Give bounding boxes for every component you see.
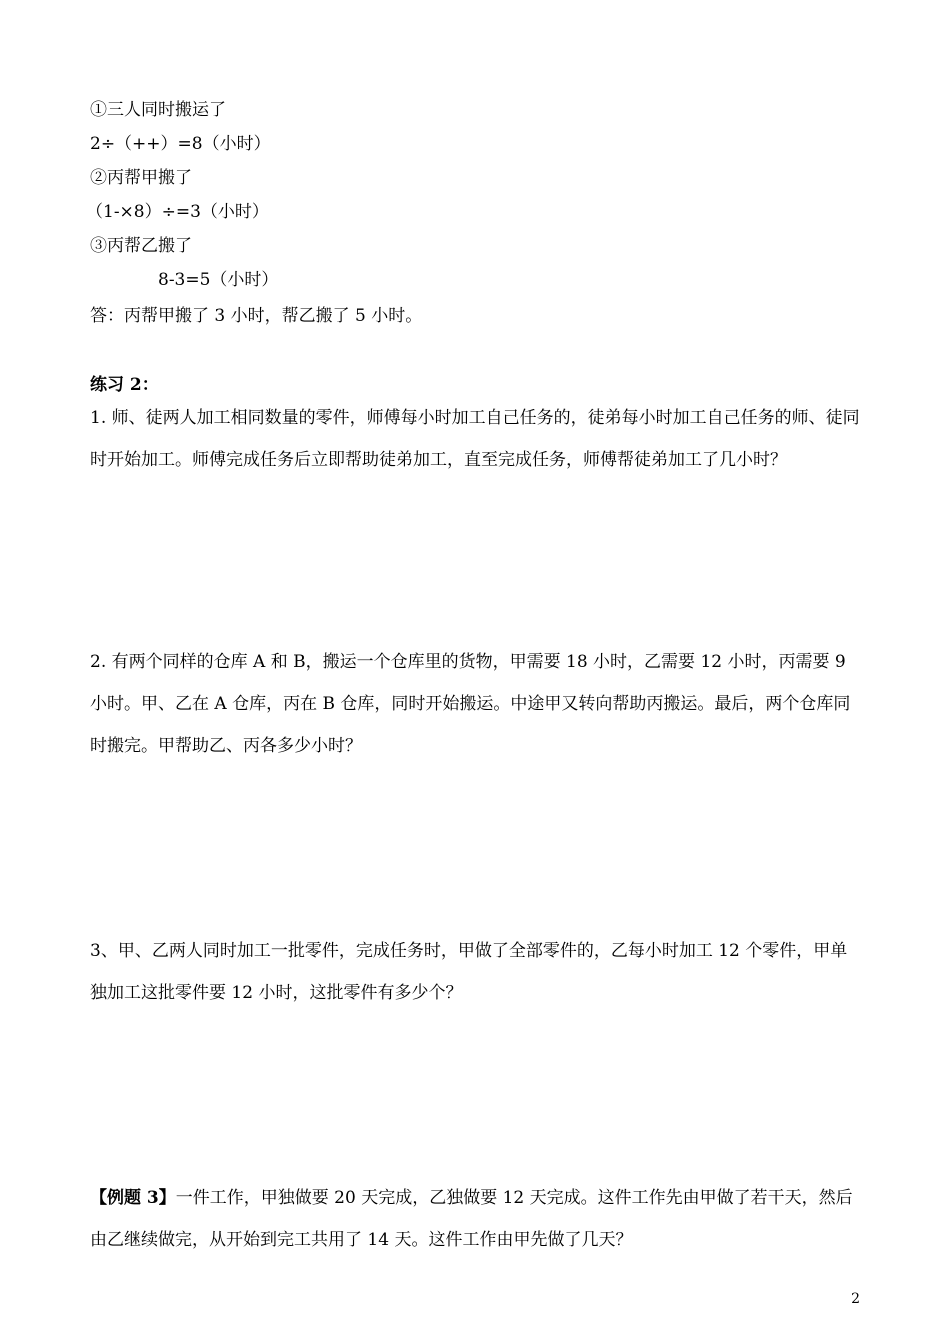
answer-line: 答：丙帮甲搬了 3 小时，帮乙搬了 5 小时。 <box>90 306 423 326</box>
step3-label: ③丙帮乙搬了 <box>90 236 192 256</box>
step3-formula: 8-3=5（小时） <box>158 270 279 290</box>
step1-label: ①三人同时搬运了 <box>90 100 226 120</box>
example-3-text: 一件工作，甲独做要 20 天完成，乙独做要 12 天完成。这件工作先由甲做了若干天，然后由乙继续做完，从开始到完工共用了 14 天。这件工作由甲先做了几天？ <box>90 1188 853 1250</box>
step2-formula: （1-×8）÷=3（小时） <box>86 202 269 222</box>
page-number: 2 <box>851 1291 860 1307</box>
step2-label: ②丙帮甲搬了 <box>90 168 192 188</box>
example-3-label: 【例题 3】 <box>90 1188 176 1208</box>
practice-question-2: 2. 有两个同样的仓库 A 和 B，搬运一个仓库里的货物，甲需要 18 小时，乙需要 12 小时，丙需要 9 小时。甲、乙在 A 仓库，丙在 B 仓库，同时开始搬运。中途甲又转向帮助丙搬运。最后，两个仓库同时搬完。甲帮助乙、丙各多少小时？ <box>90 652 851 756</box>
practice-title: 练习 2： <box>90 375 159 395</box>
step1-formula: 2÷（++）=8（小时） <box>90 134 271 154</box>
example-3 <box>90 1177 862 1261</box>
practice-question-3: 3、甲、乙两人同时加工一批零件，完成任务时，甲做了全部零件的，乙每小时加工 12 个零件，甲单独加工这批零件要 12 小时，这批零件有多少个？ <box>90 941 848 1003</box>
practice-question-1: 1. 师、徒两人加工相同数量的零件，师傅每小时加工自己任务的，徒弟每小时加工自己任务的师、徒同时开始加工。师傅完成任务后立即帮助徒弟加工，直至完成任务，师傅帮徒弟加工了几小时？ <box>90 408 860 470</box>
